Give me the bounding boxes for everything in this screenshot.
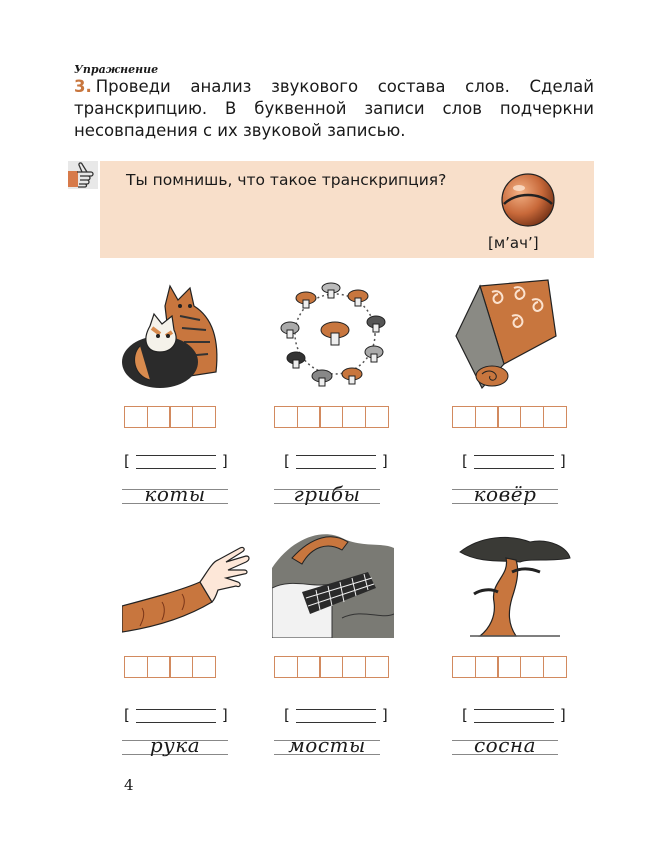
mushrooms-illustration [276, 278, 394, 394]
sound-slot[interactable] [274, 656, 298, 678]
transcription-blank[interactable] [474, 455, 554, 469]
bracket-open: [ [124, 706, 130, 724]
cursive-word-griby [274, 481, 380, 511]
cursive-word-kovyor [452, 481, 558, 511]
word-text: мосты [288, 733, 366, 757]
task-body: Проведи анализ звукового состава слов. Сделай транскрипцию. В буквенной записи слов подчеркни несовпадения с их звуковой записью. [74, 77, 594, 140]
sound-slot[interactable] [297, 656, 321, 678]
sound-slot[interactable] [147, 406, 171, 428]
sound-slots-koty[interactable] [124, 406, 215, 428]
bracket-close: ] [381, 452, 388, 470]
word-text: коты [144, 482, 206, 506]
sound-slots-ruka[interactable] [124, 656, 215, 678]
transcription-line-ruka[interactable] [124, 706, 228, 724]
sound-slot[interactable] [169, 656, 193, 678]
carpet-illustration [452, 276, 562, 396]
sound-slots-sosna[interactable] [452, 656, 566, 678]
task-text [74, 76, 594, 142]
sound-slot[interactable] [452, 406, 476, 428]
bracket-close: ] [559, 706, 566, 724]
sound-slot[interactable] [319, 656, 343, 678]
word-text: ковёр [473, 482, 537, 506]
ball-transcription: [м’ач’] [488, 234, 539, 252]
transcription-line-kovyor[interactable] [462, 452, 566, 470]
cats-illustration [120, 276, 240, 394]
sound-slot[interactable] [543, 656, 567, 678]
transcription-line-sosna[interactable] [462, 706, 566, 724]
transcription-blank[interactable] [136, 709, 216, 723]
sound-slot[interactable] [497, 406, 521, 428]
cursive-word-sosna [452, 732, 558, 762]
transcription-blank[interactable] [296, 709, 376, 723]
transcription-line-mosty[interactable] [284, 706, 388, 724]
word-text: сосна [473, 733, 537, 757]
arm-illustration [122, 542, 252, 638]
bracket-open: [ [284, 452, 290, 470]
sound-slot[interactable] [319, 406, 343, 428]
transcription-blank[interactable] [296, 455, 376, 469]
bracket-open: [ [462, 452, 468, 470]
cursive-word-mosty [274, 732, 380, 762]
sound-slot[interactable] [452, 656, 476, 678]
transcription-blank[interactable] [474, 709, 554, 723]
bracket-open: [ [124, 452, 130, 470]
sound-slot[interactable] [147, 656, 171, 678]
reminder-question: Ты помнишь, что такое транскрипция? [126, 171, 447, 189]
cursive-word-ruka [122, 732, 228, 762]
task-number: 3. [74, 77, 92, 96]
word-text: грибы [293, 482, 361, 506]
sound-slot[interactable] [192, 406, 216, 428]
bracket-open: [ [462, 706, 468, 724]
bracket-close: ] [381, 706, 388, 724]
sound-slot[interactable] [520, 656, 544, 678]
ball-icon [500, 172, 556, 232]
sound-slot[interactable] [475, 406, 499, 428]
cursive-word-koty [122, 481, 228, 511]
sound-slot[interactable] [365, 406, 389, 428]
bracket-close: ] [221, 452, 228, 470]
sound-slot[interactable] [124, 406, 148, 428]
sound-slot[interactable] [342, 406, 366, 428]
sound-slot[interactable] [124, 656, 148, 678]
sound-slot[interactable] [192, 656, 216, 678]
bracket-close: ] [559, 452, 566, 470]
sound-slot[interactable] [169, 406, 193, 428]
sound-slots-griby[interactable] [274, 406, 388, 428]
bridge-illustration [272, 528, 394, 642]
bracket-close: ] [221, 706, 228, 724]
transcription-blank[interactable] [136, 455, 216, 469]
sound-slot[interactable] [342, 656, 366, 678]
sound-slots-mosty[interactable] [274, 656, 388, 678]
sound-slot[interactable] [297, 406, 321, 428]
sound-slot[interactable] [497, 656, 521, 678]
sound-slot[interactable] [543, 406, 567, 428]
pine-illustration [450, 532, 574, 642]
page-number: 4 [124, 776, 134, 794]
sound-slot[interactable] [274, 406, 298, 428]
sound-slot[interactable] [520, 406, 544, 428]
sound-slot[interactable] [365, 656, 389, 678]
sound-slot[interactable] [475, 656, 499, 678]
transcription-line-koty[interactable] [124, 452, 228, 470]
sound-slots-kovyor[interactable] [452, 406, 566, 428]
exercise-label: Упражнение [74, 63, 159, 76]
word-text: рука [149, 733, 201, 757]
pointing-hand-icon [68, 161, 98, 189]
transcription-line-griby[interactable] [284, 452, 388, 470]
bracket-open: [ [284, 706, 290, 724]
